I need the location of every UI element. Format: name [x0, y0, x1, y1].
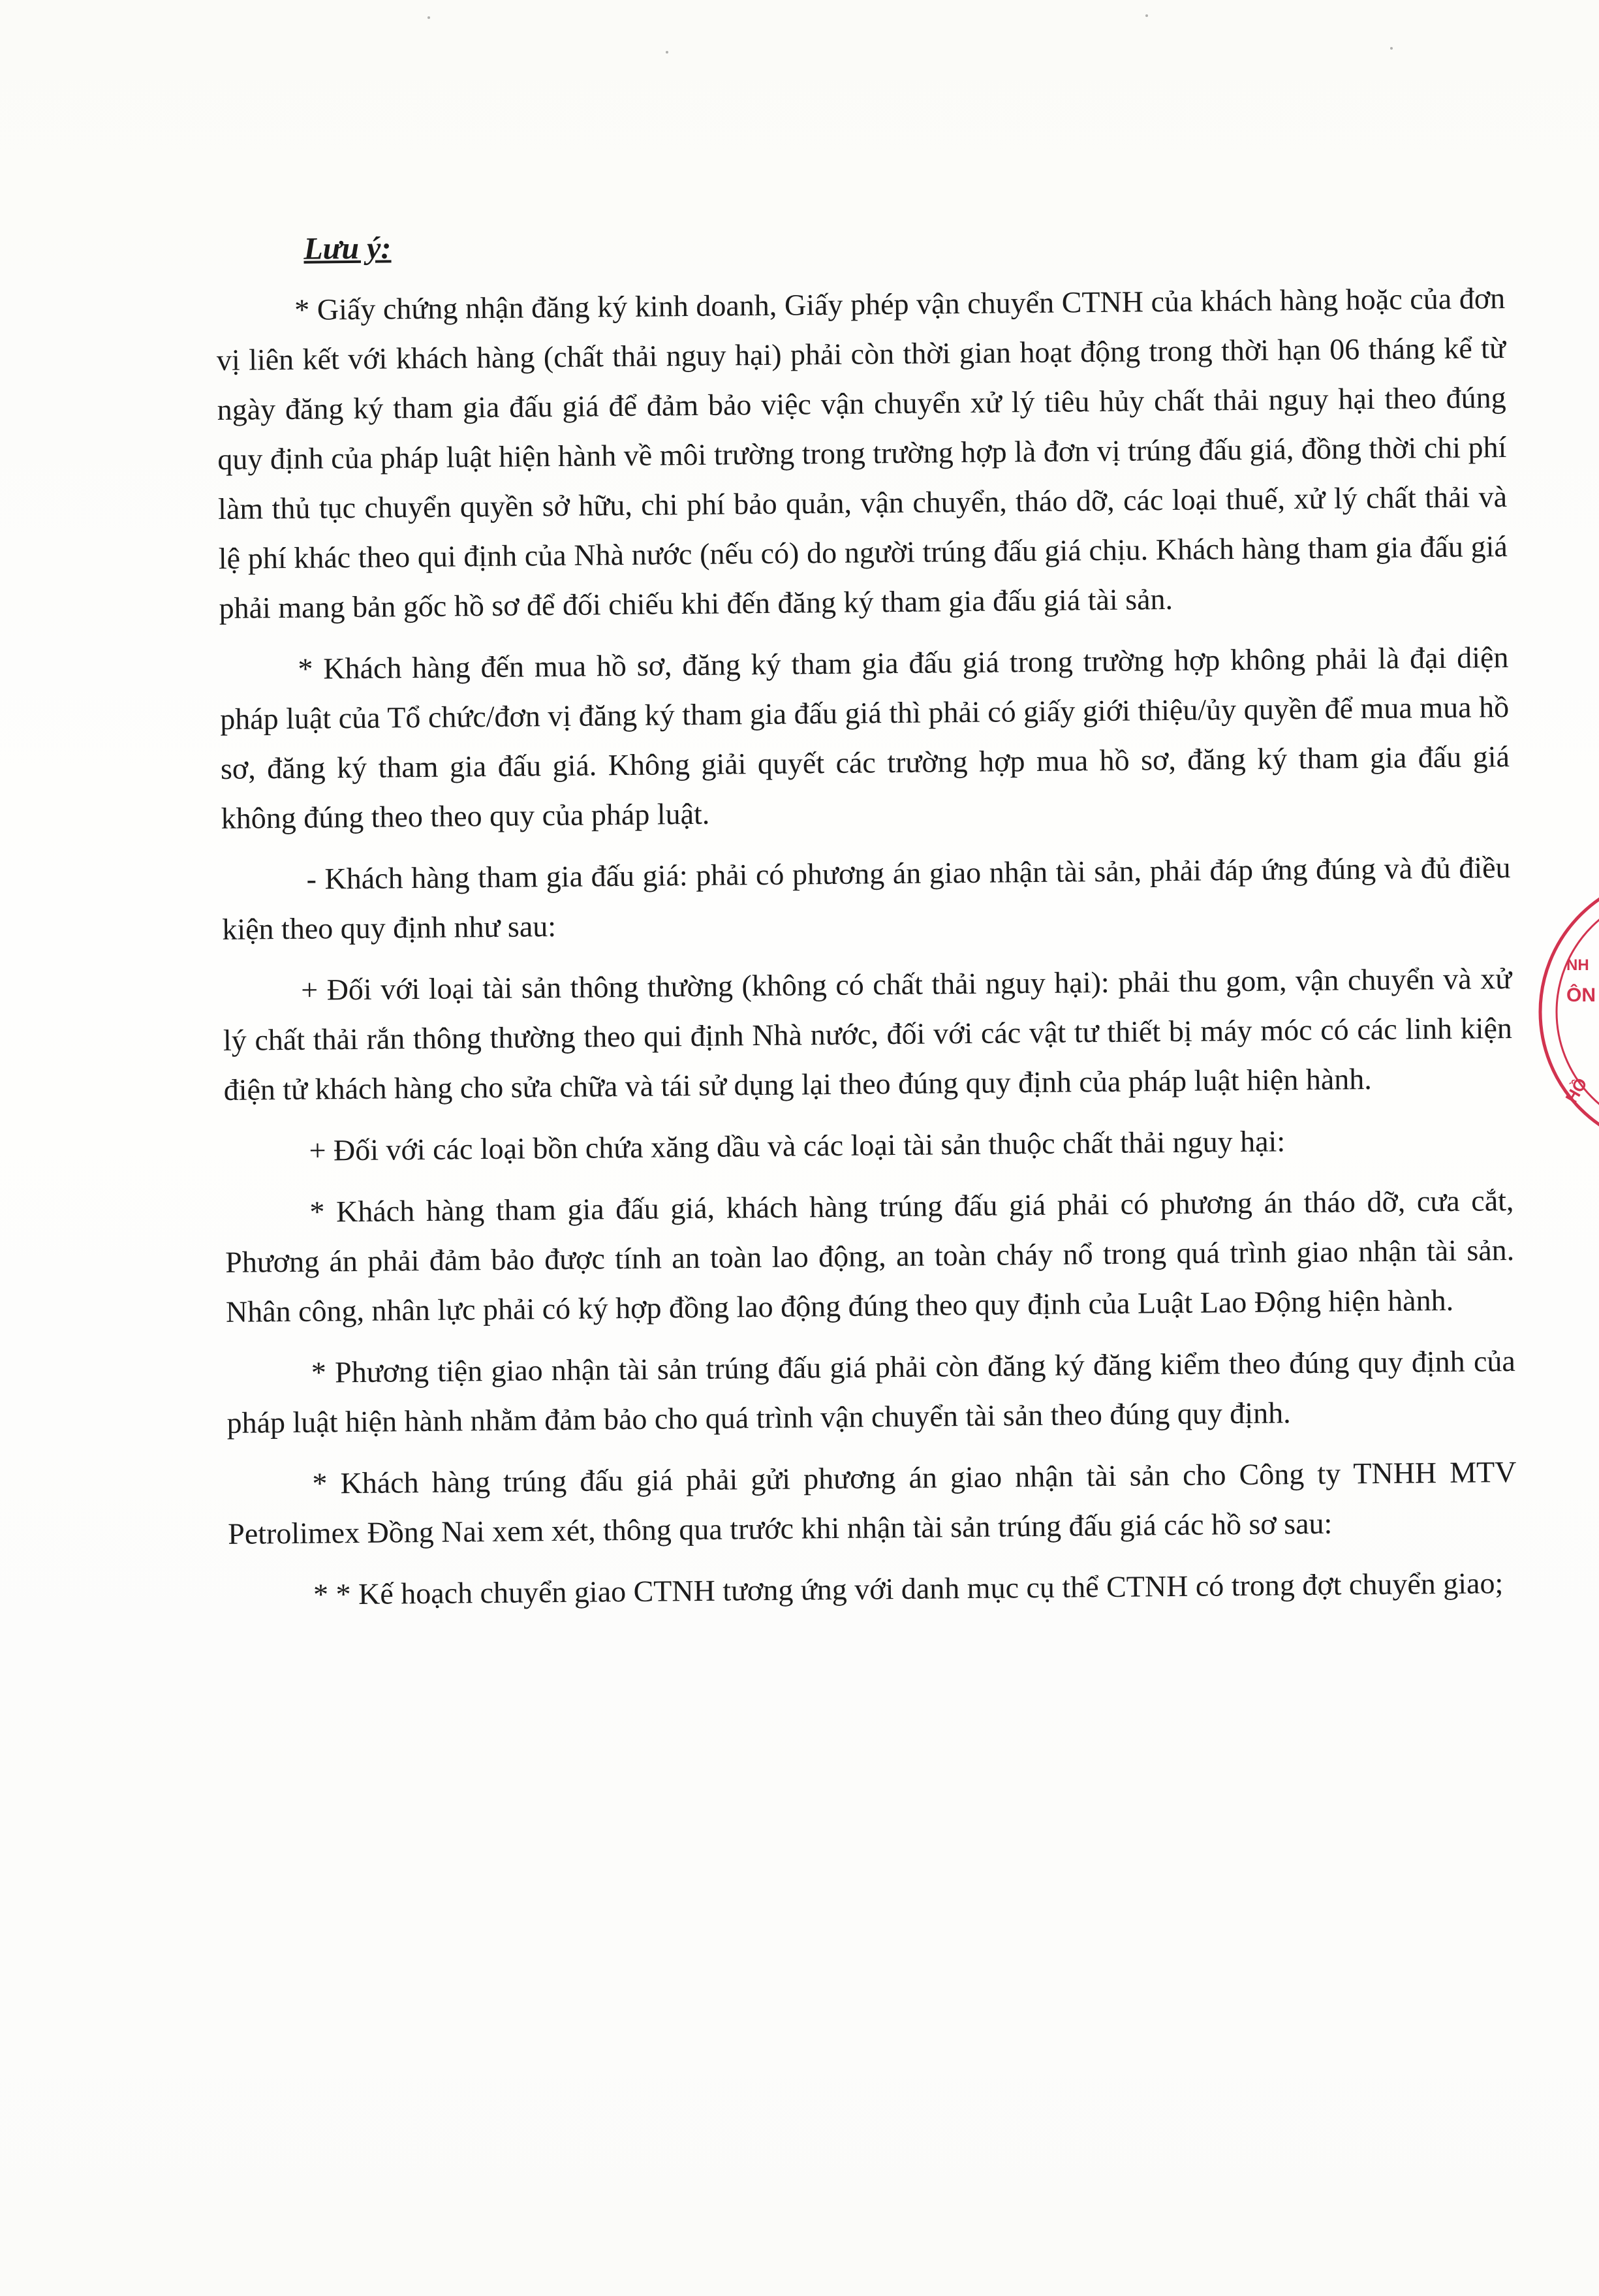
scan-speck: [666, 51, 668, 54]
paragraph-business-license: * Giấy chứng nhận đăng ký kinh doanh, Giấy phép vận chuyển CTNH của khách hàng hoặc của đơn vị liên kết với khách hàng (chất thải nguy hại) phải còn thời gian hoạt động trong thời hạn 06 tháng kể từ ngày đăng ký tham gia đấu giá để đảm bảo việc vận chuyển xử lý tiêu hủy chất thải nguy hại theo đúng quy định của pháp luật hiện hành về môi trường trong trường hợp là đơn vị trúng đấu giá, đồng thời chi phí làm thủ tục chuyển quyền sở hữu, chi phí bảo quản, vận chuyển, tháo dỡ, các loại thuế, xử lý chất thải và lệ phí khác theo qui định của Nhà nước (nếu có) do người trúng đấu giá chịu. Khách hàng tham gia đấu giá phải mang bản gốc hồ sơ để đối chiếu khi đến đăng ký tham gia đấu giá tài sản.: [216, 281, 1508, 625]
seal-fragment: ÔN: [1566, 984, 1596, 1006]
note-section: [215, 215, 1518, 1632]
red-seal-stamp: [1527, 868, 1599, 1156]
paragraph-submit-plan: * Khách hàng trúng đấu giá phải gửi phương án giao nhận tài sản cho Công ty TNHH MTV Petrolimex Đồng Nai xem xét, thông qua trước khi nhận tài sản trúng đấu giá các hồ sơ sau:: [227, 1455, 1517, 1550]
seal-fragment: HỒ: [1561, 1074, 1591, 1107]
paragraph-normal-assets: + Đối với loại tài sản thông thường (không có chất thải nguy hại): phải thu gom, vận chuyển và xử lý chất thải rắn thông thường theo qui định Nhà nước, đối với các vật tư thiết bị máy móc có các linh kiện điện tử khách hàng cho sửa chữa và tái sử dụng lại theo đúng quy định của pháp luật hiện hành.: [223, 961, 1513, 1107]
paragraph-delivery-plan-requirement: - Khách hàng tham gia đấu giá: phải có phương án giao nhận tài sản, phải đáp ứng đúng và đủ điều kiện theo quy định như sau:: [222, 850, 1511, 946]
paragraph-authorization: * Khách hàng đến mua hồ sơ, đăng ký tham gia đấu giá trong trường hợp không phải là đại diện pháp luật của Tổ chức/đơn vị đăng ký tham gia đấu giá thì phải có giấy giới thiệu/ủy quyền để mua mua hồ sơ, đăng ký tham gia đấu giá. Không giải quyết các trường hợp mua hồ sơ, đăng ký tham gia đấu giá không đúng theo theo quy của pháp luật.: [219, 640, 1510, 835]
scan-speck: [1390, 47, 1393, 50]
seal-ring-icon: [1527, 868, 1599, 1156]
seal-fragment: NH: [1566, 956, 1589, 974]
note-title: Lưu ý:: [303, 230, 392, 266]
paragraph-ctnh-transfer-plan: * * Kế hoạch chuyển giao CTNH tương ứng với danh mục cụ thể CTNH có trong đợt chuyển giao;: [313, 1566, 1504, 1611]
paragraph-dismantling-plan: * Khách hàng tham gia đấu giá, khách hàng trúng đấu giá phải có phương án tháo dỡ, cưa cắt, Phương án phải đảm bảo được tính an toàn lao động, an toàn cháy nổ trong quá trình giao nhận tài sản. Nhân công, nhân lực phải có ký hợp đồng lao động đúng theo quy định của Luật Lao Động hiện hành.: [225, 1183, 1515, 1329]
paragraph-hazardous-assets: + Đối với các loại bồn chứa xăng dầu và các loại tài sản thuộc chất thải nguy hại:: [309, 1124, 1286, 1167]
scan-speck: [1145, 14, 1148, 17]
paragraph-vehicles: * Phương tiện giao nhận tài sản trúng đấu giá phải còn đăng ký đăng kiểm theo đúng quy định của pháp luật hiện hành nhằm đảm bảo cho quá trình vận chuyển tài sản theo đúng quy định.: [226, 1344, 1516, 1439]
scan-speck: [427, 16, 430, 19]
